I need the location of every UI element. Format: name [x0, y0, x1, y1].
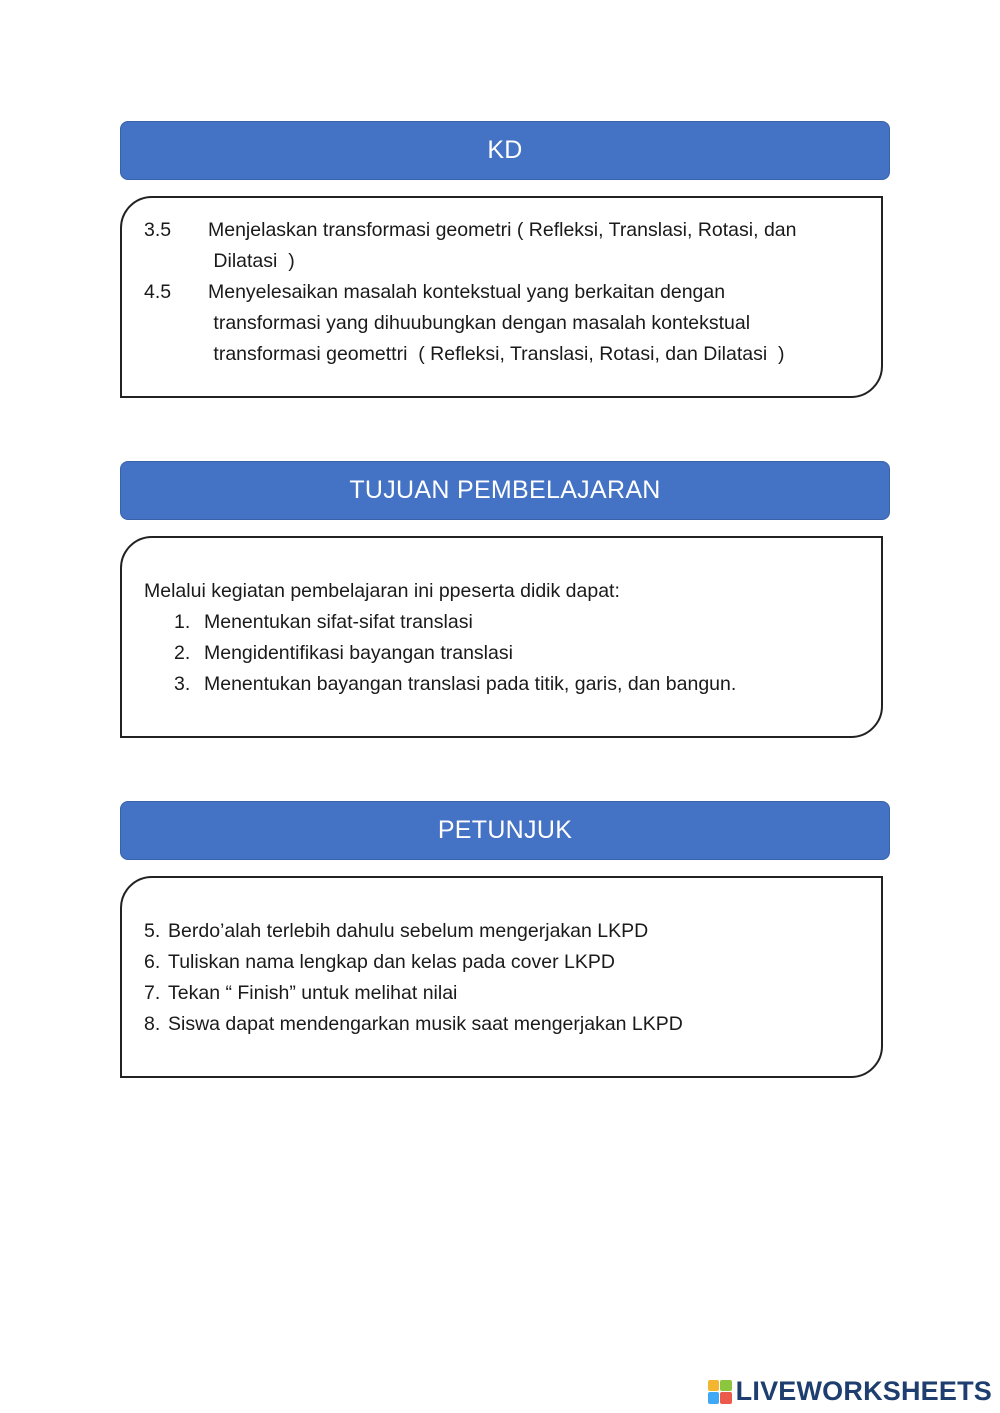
- kd-item-line: Menjelaskan transformasi geometri ( Refleksi, Translasi, Rotasi, dan: [208, 219, 797, 241]
- list-item-text: Menentukan bayangan translasi pada titik, garis, dan bangun.: [204, 673, 737, 695]
- list-item: [174, 638, 736, 669]
- list-item: [174, 669, 736, 700]
- list-item-text: Tuliskan nama lengkap dan kelas pada cover LKPD: [168, 951, 615, 973]
- kd-content-box: [120, 196, 883, 398]
- list-item-number: 6.: [144, 951, 161, 973]
- list-item-number: 7.: [144, 982, 161, 1004]
- kd-item-text: [208, 277, 861, 370]
- list-item-text: Siswa dapat mendengarkan musik saat mengerjakan LKPD: [168, 1013, 683, 1035]
- tujuan-content-box: [120, 536, 883, 738]
- petunjuk-header: [120, 801, 890, 860]
- kd-item: [144, 215, 861, 277]
- kd-item-line: Menyelesaikan masalah kontekstual yang berkaitan dengan: [208, 281, 726, 303]
- kd-item-text: [208, 215, 861, 277]
- tujuan-header: [120, 461, 890, 520]
- kd-header: [120, 121, 890, 180]
- kd-item-line: transformasi geomettri ( Refleksi, Translasi, Rotasi, dan Dilatasi ): [208, 343, 785, 365]
- list-item-number: 3.: [174, 673, 191, 695]
- kd-item-line: transformasi yang dihuubungkan dengan masalah kontekstual: [208, 312, 751, 334]
- list-item: [144, 978, 683, 1009]
- list-item: [144, 947, 683, 978]
- kd-item: [144, 277, 861, 370]
- list-item-text: Mengidentifikasi bayangan translasi: [204, 642, 513, 664]
- kd-item-number: 3.5: [144, 219, 172, 241]
- kd-list: [144, 215, 861, 370]
- liveworksheets-brand[interactable]: [708, 1376, 992, 1407]
- kd-item-line: Dilatasi ): [208, 250, 295, 272]
- list-item-number: 5.: [144, 920, 161, 942]
- tujuan-intro: Melalui kegiatan pembelajaran ini ppeserta didik dapat:: [144, 580, 620, 602]
- kd-item-number: 4.5: [144, 281, 172, 303]
- list-item-text: Menentukan sifat-sifat translasi: [204, 611, 473, 633]
- list-item: [144, 1009, 683, 1040]
- petunjuk-title: PETUNJUK: [437, 816, 573, 844]
- list-item-text: Tekan “ Finish” untuk melihat nilai: [168, 982, 458, 1004]
- petunjuk-list: [144, 916, 683, 1040]
- tujuan-list: [174, 607, 736, 700]
- list-item-text: Berdo’alah terlebih dahulu sebelum mengerjakan LKPD: [168, 920, 649, 942]
- brand-name: LIVEWORKSHEETS: [735, 1376, 992, 1406]
- kd-title: KD: [487, 136, 523, 164]
- liveworksheets-logo-icon: [708, 1380, 732, 1404]
- petunjuk-content-box: [120, 876, 883, 1078]
- list-item-number: 8.: [144, 1013, 161, 1035]
- list-item-number: 2.: [174, 642, 191, 664]
- list-item: [174, 607, 736, 638]
- tujuan-title: TUJUAN PEMBELAJARAN: [349, 476, 661, 504]
- list-item-number: 1.: [174, 611, 191, 633]
- list-item: [144, 916, 683, 947]
